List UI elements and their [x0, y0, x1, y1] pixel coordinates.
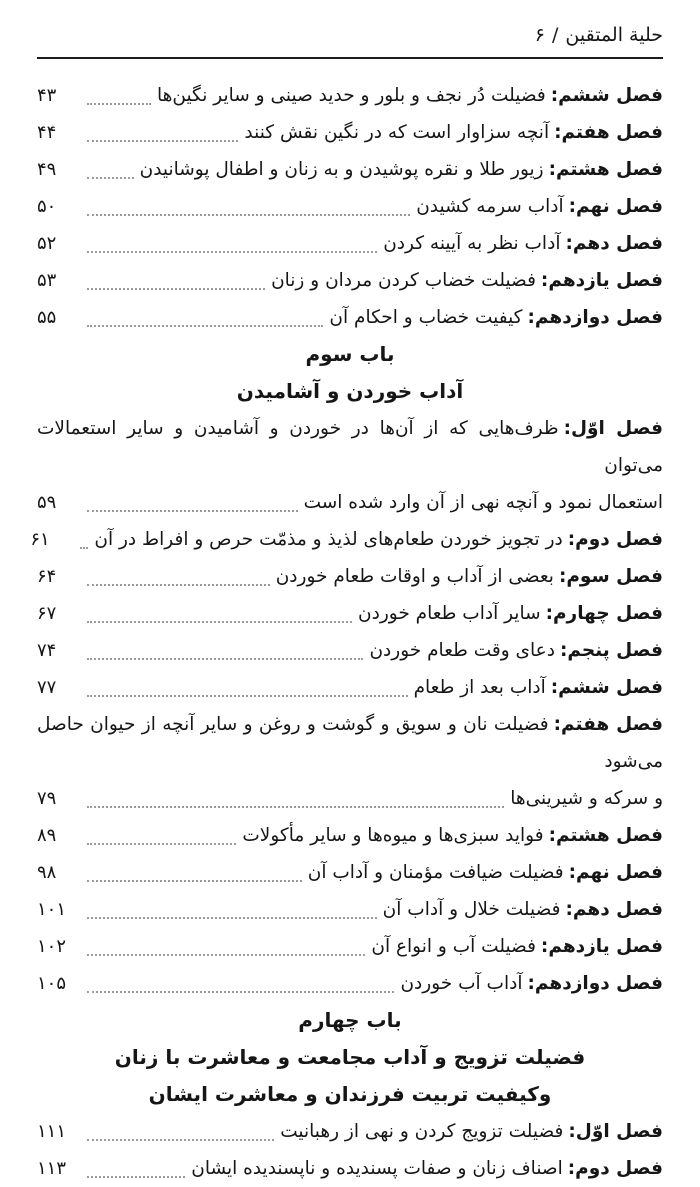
chapter-label: فصل دهم:	[565, 899, 663, 920]
chapter-text: دعای وقت طعام خوردن	[369, 640, 555, 661]
dot-leader	[87, 510, 298, 512]
toc-entry-title	[157, 77, 663, 114]
chapter-label: فصل هفتم:	[553, 714, 663, 735]
toc-entry	[37, 817, 663, 854]
toc-entry-title	[383, 225, 663, 262]
dot-leader	[87, 1176, 185, 1178]
section-subheading: آداب خوردن و آشامیدن	[236, 379, 464, 403]
toc-entry-title	[383, 891, 663, 928]
dot-leader	[87, 584, 270, 586]
toc-entry	[37, 225, 663, 262]
dot-leader	[87, 917, 377, 919]
toc-entry	[37, 262, 663, 299]
page-number: ۱۱۳	[37, 1158, 67, 1179]
chapter-text: آداب بعد از طعام	[413, 677, 546, 698]
chapter-text: آداب نظر به آیینه کردن	[383, 233, 561, 254]
toc-entry-title	[191, 1150, 663, 1187]
page-number: ۷۹	[37, 788, 57, 809]
book-title: حلية المتقين	[565, 24, 663, 46]
toc-entry	[37, 77, 663, 114]
dot-leader	[87, 695, 408, 697]
chapter-text: زیور طلا و نقره پوشیدن و به زنان و اطفال پوشانیدن	[139, 159, 544, 180]
toc-entry-title	[329, 299, 663, 336]
page-number: ۸۹	[37, 825, 57, 846]
chapter-label: فصل دوم:	[567, 1158, 663, 1179]
page-header	[37, 22, 663, 48]
dot-leader	[87, 214, 410, 216]
toc-entry	[30, 521, 663, 558]
toc-entry-title	[94, 521, 663, 558]
chapter-text: در تجویز خوردن طعام‌های لذیذ و مذمّت حرص و افراط در آن	[94, 529, 563, 550]
section-heading: باب چهارم	[298, 1008, 402, 1032]
page-number: ۱۰۵	[37, 973, 67, 994]
dot-leader	[87, 325, 323, 327]
chapter-text: ظرف‌هایی که از آن‌ها در خوردن و آشامیدن و سایر استعمالات می‌توان	[37, 418, 663, 476]
chapter-label: فصل سوم:	[558, 566, 663, 587]
page-number: ۵۹	[37, 492, 57, 513]
section-heading: باب سوم	[305, 342, 395, 366]
chapter-label: فصل اوّل:	[563, 418, 663, 439]
toc-entry	[37, 891, 663, 928]
toc-entry	[37, 706, 663, 817]
chapter-label: فصل نهم:	[568, 862, 663, 883]
chapter-label: فصل هفتم:	[554, 122, 663, 143]
toc-entry	[37, 632, 663, 669]
chapter-label: فصل پنجم:	[559, 640, 663, 661]
chapter-label: فصل اوّل:	[568, 1121, 663, 1142]
chapter-text: اصناف زنان و صفات پسندیده و ناپسندیده ایشان	[191, 1158, 563, 1179]
chapter-text: کیفیت خضاب و احکام آن	[329, 307, 523, 328]
toc-entry	[37, 114, 663, 151]
page-number: ۵۲	[37, 233, 57, 254]
header-page-number: ۶	[534, 24, 545, 46]
page-number: ۷۴	[37, 640, 57, 661]
page-number: ۴۹	[37, 159, 57, 180]
dot-leader	[87, 658, 363, 660]
page-number: ۵۳	[37, 270, 57, 291]
page-number: ۷۷	[37, 677, 57, 698]
toc-entry	[37, 854, 663, 891]
chapter-label: فصل چهارم:	[545, 603, 663, 624]
dot-leader	[87, 843, 236, 845]
dot-leader	[87, 806, 504, 808]
toc-entry-title	[37, 706, 663, 780]
chapter-text-continued: و سرکه و شیرینی‌ها	[510, 788, 663, 809]
chapter-label: فصل یازدهم:	[540, 270, 663, 291]
chapter-text: فضیلت دُر نجف و بلور و حدید صینی و سایر نگین‌ها	[157, 85, 546, 106]
page-number: ۴۴	[37, 122, 57, 143]
chapter-label: فصل هشتم:	[548, 159, 663, 180]
toc-entry-title	[416, 188, 663, 225]
toc-entry-title	[244, 114, 663, 151]
chapter-text: فضیلت آب و انواع آن	[371, 936, 536, 957]
page-number: ۱۰۲	[37, 936, 67, 957]
page-number: ۶۱	[30, 529, 50, 550]
chapter-text: آداب سرمه کشیدن	[416, 196, 564, 217]
page-number: ۶۷	[37, 603, 57, 624]
chapter-text: فضیلت ضیافت مؤمنان و آداب آن	[307, 862, 564, 883]
chapter-text: آنچه سزاوار است که در نگین نقش کنند	[244, 122, 550, 143]
dot-leader	[87, 177, 134, 179]
chapter-label: فصل نهم:	[568, 196, 663, 217]
page-number: ۴۳	[37, 85, 57, 106]
header-rule	[37, 57, 663, 59]
page-number: ۱۱۱	[37, 1121, 67, 1142]
chapter-label: فصل دهم:	[565, 233, 663, 254]
toc-entry-title	[308, 854, 663, 891]
page-number: ۶۴	[37, 566, 57, 587]
chapter-text: بعضی از آداب و اوقات طعام خوردن	[275, 566, 554, 587]
chapter-label: فصل ششم:	[550, 677, 663, 698]
toc-entry-title	[400, 965, 663, 1002]
toc-entry	[37, 1113, 663, 1150]
dot-leader	[87, 251, 377, 253]
chapter-text: فواید سبزی‌ها و میوه‌ها و سایر مأکولات	[242, 825, 544, 846]
toc-entry	[37, 965, 663, 1002]
chapter-label: فصل ششم:	[550, 85, 663, 106]
chapter-label: فصل هشتم:	[548, 825, 663, 846]
table-of-contents	[30, 77, 663, 1187]
chapter-label: فصل یازدهم:	[540, 936, 663, 957]
section-subheading: وکیفیت تربیت فرزندان و معاشرت ایشان	[148, 1082, 552, 1106]
toc-entry	[37, 1150, 663, 1187]
dot-leader	[87, 103, 151, 105]
page-number: ۵۰	[37, 196, 57, 217]
toc-entry	[37, 188, 663, 225]
dot-leader	[87, 991, 394, 993]
section-subheading: فضیلت تزویج و آداب مجامعت و معاشرت با زنان	[114, 1045, 586, 1069]
toc-entry-title	[140, 151, 663, 188]
toc-entry	[37, 151, 663, 188]
toc-entry-title	[37, 410, 663, 484]
toc-entry	[37, 299, 663, 336]
header-separator: /	[552, 24, 559, 46]
dot-leader	[87, 954, 365, 956]
toc-entry	[37, 410, 663, 521]
page-number: ۹۸	[37, 862, 57, 883]
chapter-text-continued: استعمال نمود و آنچه نهی از آن وارد شده است	[303, 492, 663, 513]
toc-entry	[37, 928, 663, 965]
chapter-text: فضیلت نان و سویق و گوشت و روغن و سایر آنچه از حیوان حاصل می‌شود	[37, 714, 663, 772]
toc-entry-title	[371, 928, 663, 965]
chapter-text: آداب آب خوردن	[400, 973, 523, 994]
page-number: ۵۵	[37, 307, 57, 328]
toc-entry-title	[414, 669, 663, 706]
dot-leader	[87, 621, 352, 623]
page-number: ۱۰۱	[37, 899, 67, 920]
chapter-text: فضیلت تزویج کردن و نهی از رهبانیت	[280, 1121, 564, 1142]
toc-entry	[37, 558, 663, 595]
dot-leader	[80, 547, 88, 549]
toc-entry-title	[276, 558, 663, 595]
chapter-label: فصل دوم:	[567, 529, 663, 550]
dot-leader	[87, 880, 302, 882]
toc-entry-title	[271, 262, 663, 299]
dot-leader	[87, 140, 238, 142]
chapter-label: فصل دوازدهم:	[527, 973, 663, 994]
chapter-text: فضیلت خلال و آداب آن	[382, 899, 561, 920]
toc-entry-title	[358, 595, 663, 632]
toc-entry-title	[369, 632, 663, 669]
chapter-text: سایر آداب طعام خوردن	[358, 603, 541, 624]
toc-entry	[37, 669, 663, 706]
dot-leader	[87, 288, 265, 290]
chapter-text: فضیلت خضاب کردن مردان و زنان	[271, 270, 536, 291]
toc-entry-title	[242, 817, 663, 854]
chapter-label: فصل دوازدهم:	[527, 307, 663, 328]
dot-leader	[87, 1139, 274, 1141]
toc-entry-title	[280, 1113, 663, 1150]
toc-entry	[37, 595, 663, 632]
